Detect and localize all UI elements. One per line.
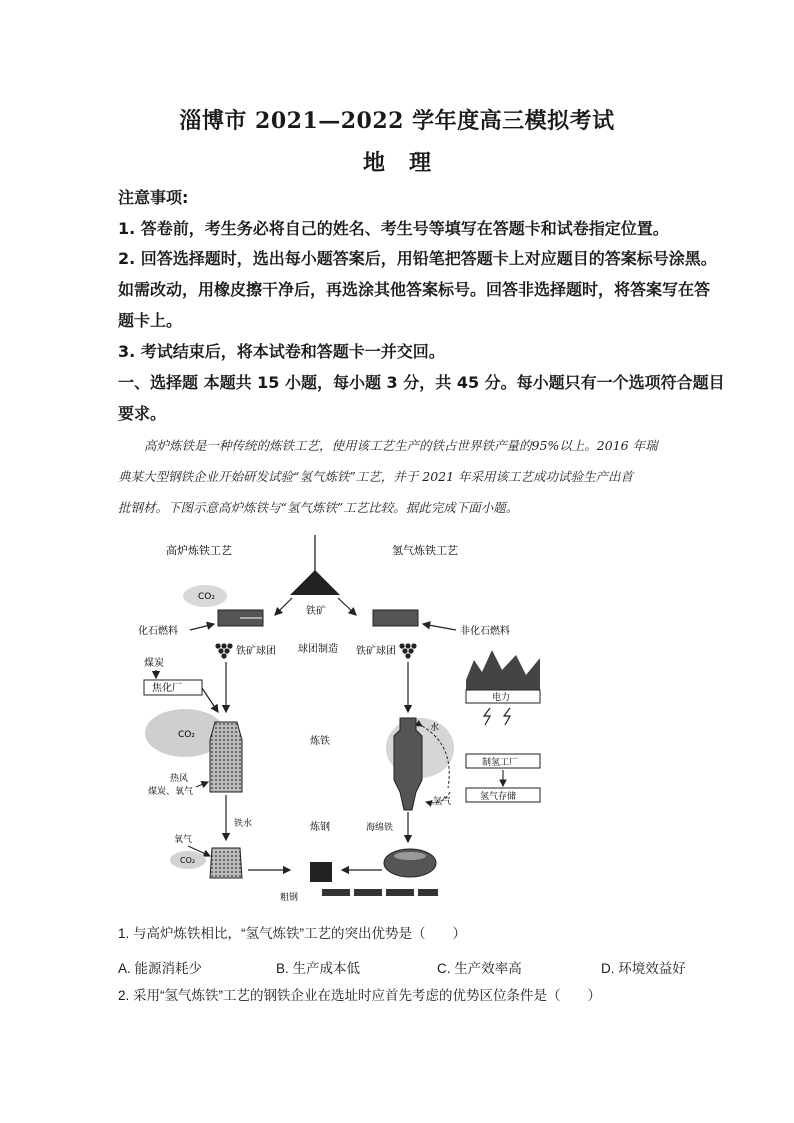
right-process-title: 氢气炼铁工艺	[392, 544, 458, 557]
passage-line-1: 高炉炼铁是一种传统的炼铁工艺，使用该工艺生产的铁占世界铁产量的95%以上。2016 年瑞	[144, 438, 658, 453]
question-1-option-b[interactable]: B. 生产成本低	[276, 961, 361, 976]
pellet-icon-left	[215, 643, 232, 658]
pellet-right-label: 铁矿球团	[356, 646, 396, 657]
exam-title: 淄博市 2021—2022 学年度高三模拟考试	[179, 108, 615, 134]
blast-furnace	[210, 722, 242, 792]
lightning-icon-2	[504, 708, 510, 725]
hydrogen-label: 氢气	[433, 797, 452, 807]
note-item-1: 1. 答卷前，考生务必将自己的姓名、考生号等填写在答题卡和试卷指定位置。	[118, 219, 669, 238]
section-heading-line-1: 一、选择题 本题共 15 小题，每小题 3 分，共 45 分。每小题只有一个选项符合题目	[118, 373, 725, 392]
passage-line-2: 典某大型钢铁企业开始研发试验“氢气炼铁”工艺，并于 2021 年采用该工艺成功试验生产出首	[118, 469, 634, 484]
question-1-option-d[interactable]: D. 环境效益好	[601, 961, 686, 976]
molten-iron-label: 铁水	[234, 819, 253, 829]
pellet-icon-right	[399, 643, 416, 658]
coal-oxygen-label: 煤炭、氧气	[148, 787, 194, 797]
co2-label-1: CO₂	[198, 592, 215, 602]
note-item-2-line-3: 题卡上。	[118, 311, 183, 330]
crude-steel-ingot	[310, 862, 332, 882]
lightning-icon-1	[484, 708, 490, 725]
notes-heading: 注意事项:	[118, 188, 189, 207]
question-1-stem: 1. 与高炉炼铁相比，“氢气炼铁”工艺的突出优势是（ ）	[118, 926, 466, 941]
question-1-option-a[interactable]: A. 能源消耗少	[118, 961, 203, 976]
passage-line-3: 批钢材。下图示意高炉炼铁与“氢气炼铁”工艺比较。据此完成下面小题。	[118, 500, 519, 515]
question-1-option-c[interactable]: C. 生产效率高	[437, 961, 522, 976]
coking-plant-label: 焦化厂	[152, 683, 182, 694]
pellet-left-label: 铁矿球团	[236, 646, 276, 657]
note-item-3: 3. 考试结束后，将本试卷和答题卡一并交回。	[118, 342, 445, 361]
co2-label-2: CO₂	[178, 730, 195, 740]
iron-ore-pile	[290, 570, 340, 595]
steel-converter	[210, 848, 242, 878]
water-label: 水	[430, 723, 440, 733]
non-fossil-fuel-label: 非化石燃料	[460, 626, 510, 637]
hot-blast-label: 热风	[170, 774, 189, 784]
subject-char-1: 地	[362, 150, 385, 176]
coal-label: 煤炭	[144, 658, 164, 669]
arrow-ore-left	[275, 598, 292, 615]
subject-title	[0, 146, 794, 177]
fossil-fuel-label: 化石燃料	[138, 626, 178, 637]
note-item-2-line-2: 如需改动，用橡皮擦干净后，再选涂其他答案标号。回答非选择题时，将答案写在答	[118, 280, 711, 299]
question-2-stem: 2. 采用“氢气炼铁”工艺的钢铁企业在选址时应首先考虑的优势区位条件是（ ）	[118, 988, 601, 1003]
crude-steel-label: 粗钢	[280, 893, 299, 903]
subject-char-2: 理	[409, 150, 432, 176]
section-heading-line-2: 要求。	[118, 404, 167, 423]
arrow-ore-right	[338, 598, 356, 615]
shaft-furnace	[394, 718, 422, 810]
ironmaking-label: 炼铁	[310, 736, 330, 747]
sponge-iron-label: 海绵铁	[366, 823, 394, 833]
hydrogen-storage-label: 氢气存储	[480, 792, 517, 802]
pellet-kiln-right	[373, 610, 418, 626]
iron-ore-label: 铁矿	[306, 606, 326, 617]
electricity-label: 电力	[492, 693, 511, 703]
ironmaking-process-diagram	[130, 530, 550, 910]
left-process-title: 高炉炼铁工艺	[166, 544, 232, 557]
hydrogen-plant-label: 制氢工厂	[482, 758, 519, 768]
note-item-2-line-1: 2. 回答选择题时，选出每小题答案后，用铅笔把答题卡上对应题目的答案标号涂黑。	[118, 249, 717, 268]
co2-label-3: CO₂	[180, 856, 196, 865]
steelmaking-label: 炼钢	[310, 822, 330, 833]
pellet-making-label: 球团制造	[298, 644, 338, 655]
oxygen-label: 氧气	[174, 835, 193, 845]
